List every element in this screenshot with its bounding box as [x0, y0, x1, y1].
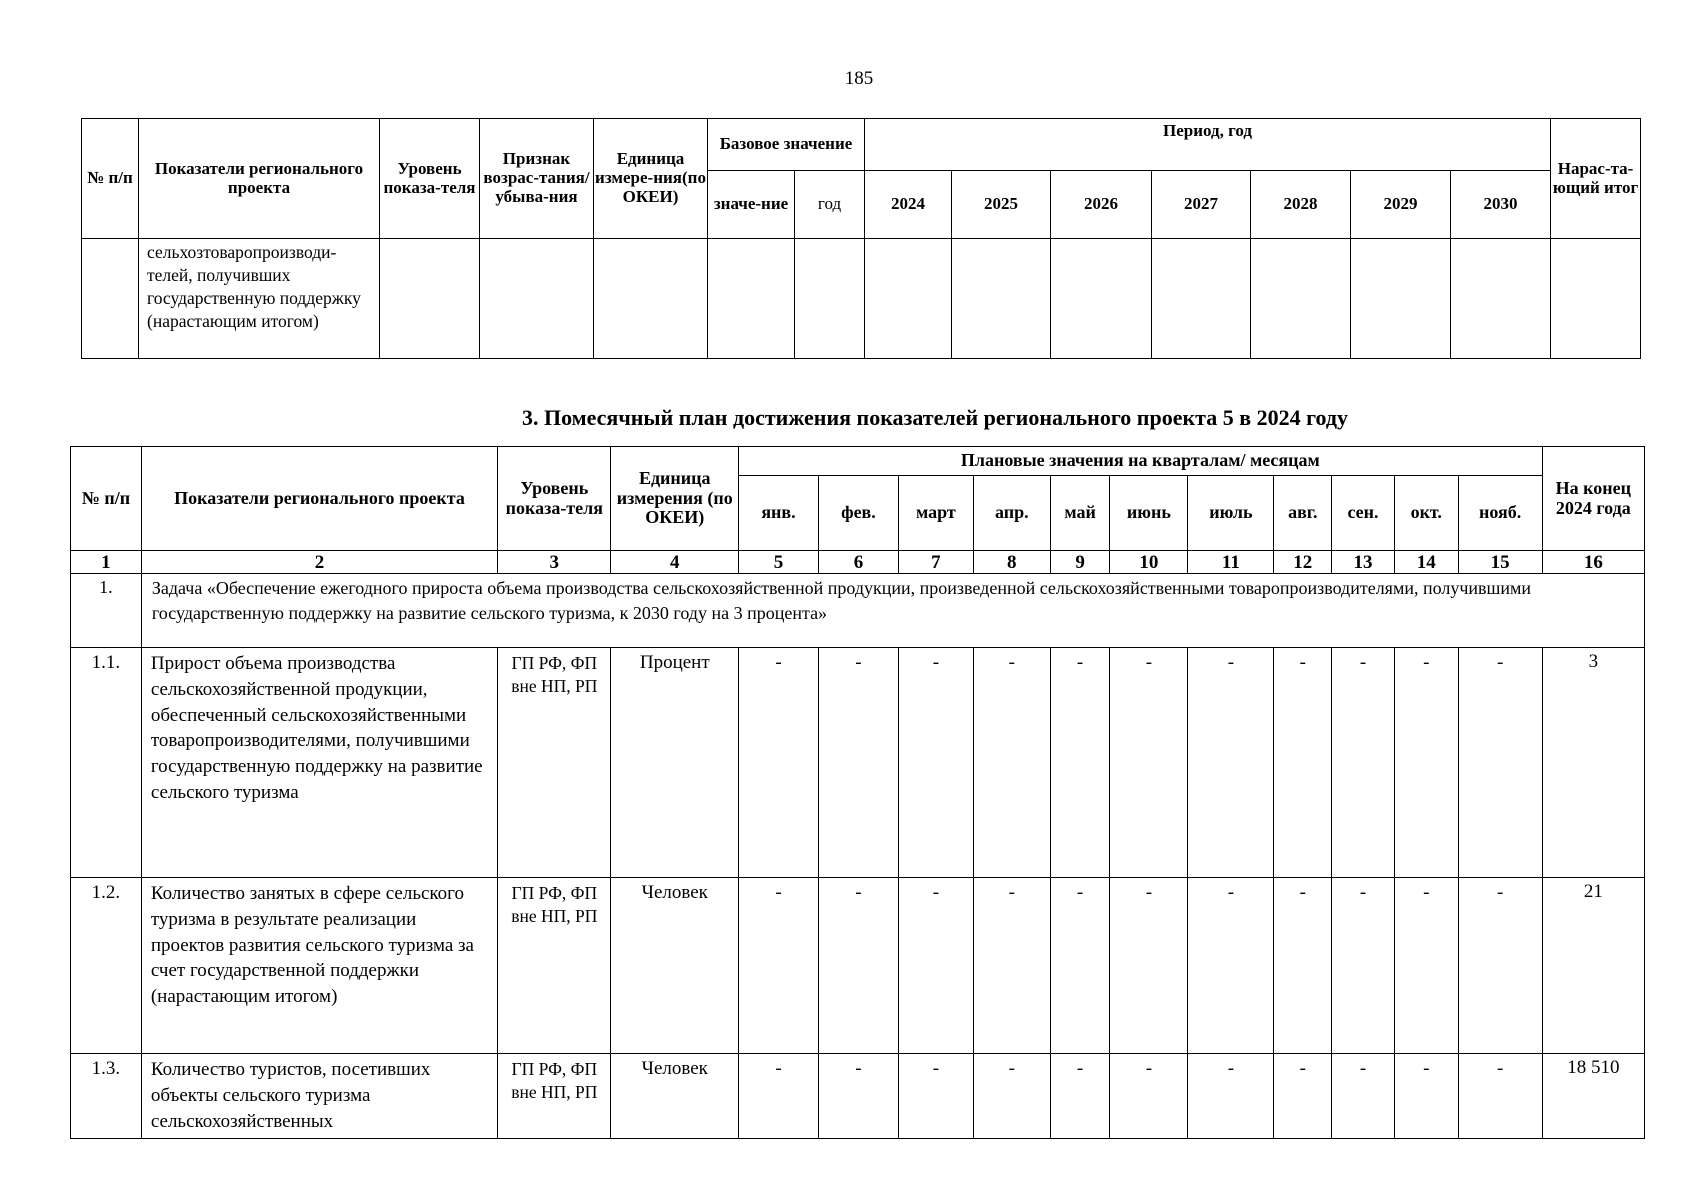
cell-empty [1551, 239, 1641, 359]
header-year: 2024 [865, 171, 952, 239]
month-value: - [1274, 648, 1332, 878]
monthly-plan-table [70, 446, 1645, 1139]
cell-empty [795, 239, 865, 359]
table-row [71, 878, 1645, 1054]
month-value: - [739, 1054, 819, 1139]
column-number: 7 [898, 551, 973, 574]
header-month: июнь [1110, 476, 1188, 551]
header-year: 2025 [952, 171, 1051, 239]
indicator-level: ГП РФ, ФП вне НП, РП [498, 1054, 611, 1139]
month-value: - [1332, 878, 1395, 1054]
cell-empty [1351, 239, 1451, 359]
month-value: - [973, 1054, 1050, 1139]
cell-empty [1251, 239, 1351, 359]
header-trend: Признак возрас-тания/ убыва-ния [480, 119, 594, 239]
cell-empty [594, 239, 708, 359]
cell-empty [708, 239, 795, 359]
task-number: 1. [71, 574, 142, 648]
column-number: 4 [611, 551, 739, 574]
month-value: - [973, 648, 1050, 878]
month-value: - [898, 648, 973, 878]
cell-empty [82, 239, 139, 359]
cell-empty [1451, 239, 1551, 359]
month-value: - [898, 1054, 973, 1139]
indicator-unit: Человек [611, 878, 739, 1054]
month-value: - [818, 648, 898, 878]
month-value: - [1274, 1054, 1332, 1139]
header-period: Период, год [865, 119, 1551, 171]
table-row [82, 239, 1641, 359]
indicator-unit: Человек [611, 1054, 739, 1139]
month-value: - [1050, 1054, 1110, 1139]
year-end-value: 21 [1542, 878, 1644, 1054]
header-month: апр. [973, 476, 1050, 551]
indicator-name: Прирост объема производства сельскохозяйственной продукции, обеспеченный сельскохозяйственными товаропроизводителями, получившими государственную поддержку на развитие сельского туризма [141, 648, 497, 878]
header-end: На конец 2024 года [1542, 447, 1644, 551]
month-value: - [818, 1054, 898, 1139]
column-number: 6 [818, 551, 898, 574]
header-level: Уровень показа-теля [498, 447, 611, 551]
column-number: 2 [141, 551, 497, 574]
header-year: 2026 [1051, 171, 1152, 239]
month-value: - [973, 878, 1050, 1054]
header-month: янв. [739, 476, 819, 551]
header-base: Базовое значение [708, 119, 865, 171]
cell-empty [952, 239, 1051, 359]
header-cumulative: Нарас-та-ющий итог [1551, 119, 1641, 239]
task-text: Задача «Обеспечение ежегодного прироста объема производства сельскохозяйственной продукции, произведенной сельскохозяйственными товаропроизводителями, получившими государственную поддержку на развитие сельского туризма, к 2030 году на 3 процента» [141, 574, 1644, 648]
header-plan: Плановые значения на кварталам/ месяцам [739, 447, 1543, 476]
column-number: 15 [1458, 551, 1542, 574]
section-title: 3. Помесячный план достижения показателей регионального проекта 5 в 2024 году [521, 405, 1349, 430]
column-numbers-row [71, 551, 1645, 574]
month-value: - [1188, 648, 1274, 878]
column-number: 1 [71, 551, 142, 574]
column-number: 11 [1188, 551, 1274, 574]
header-year: 2030 [1451, 171, 1551, 239]
month-value: - [818, 878, 898, 1054]
table-row [71, 1054, 1645, 1139]
header-level: Уровень показа-теля [380, 119, 480, 239]
row-number: 1.2. [71, 878, 142, 1054]
column-number: 10 [1110, 551, 1188, 574]
month-value: - [1458, 878, 1542, 1054]
month-value: - [1110, 648, 1188, 878]
year-end-value: 18 510 [1542, 1054, 1644, 1139]
month-value: - [1332, 1054, 1395, 1139]
column-number: 8 [973, 551, 1050, 574]
cell-empty [1051, 239, 1152, 359]
header-month: фев. [818, 476, 898, 551]
month-value: - [739, 648, 819, 878]
header-month: нояб. [1458, 476, 1542, 551]
indicator-unit: Процент [611, 648, 739, 878]
header-month: май [1050, 476, 1110, 551]
cell-empty [380, 239, 480, 359]
indicator-level: ГП РФ, ФП вне НП, РП [498, 648, 611, 878]
header-indicators: Показатели регионального проекта [139, 119, 380, 239]
month-value: - [1110, 1054, 1188, 1139]
header-year: 2027 [1152, 171, 1251, 239]
header-month: окт. [1394, 476, 1458, 551]
month-value: - [1110, 878, 1188, 1054]
column-number: 13 [1332, 551, 1395, 574]
indicators-table-continued [81, 118, 1641, 359]
month-value: - [1274, 878, 1332, 1054]
header-year: 2029 [1351, 171, 1451, 239]
column-number: 14 [1394, 551, 1458, 574]
row-number: 1.3. [71, 1054, 142, 1139]
month-value: - [1050, 878, 1110, 1054]
column-number: 5 [739, 551, 819, 574]
indicator-level: ГП РФ, ФП вне НП, РП [498, 878, 611, 1054]
header-month: сен. [1332, 476, 1395, 551]
month-value: - [1394, 1054, 1458, 1139]
header-base-value: значе-ние [708, 171, 795, 239]
row-number: 1.1. [71, 648, 142, 878]
month-value: - [1332, 648, 1395, 878]
header-unit: Единица измере-ния(по ОКЕИ) [594, 119, 708, 239]
cell-empty [865, 239, 952, 359]
header-year: 2028 [1251, 171, 1351, 239]
indicator-name: Количество туристов, посетивших объекты сельского туризма сельскохозяйственных [141, 1054, 497, 1139]
header-base-year: год [795, 171, 865, 239]
month-value: - [1050, 648, 1110, 878]
month-value: - [1458, 1054, 1542, 1139]
header-num: № п/п [71, 447, 142, 551]
header-indicators: Показатели регионального проекта [141, 447, 497, 551]
month-value: - [1188, 878, 1274, 1054]
month-value: - [739, 878, 819, 1054]
column-number: 9 [1050, 551, 1110, 574]
header-month: авг. [1274, 476, 1332, 551]
page-number: 185 [844, 68, 874, 89]
cell-empty [1152, 239, 1251, 359]
year-end-value: 3 [1542, 648, 1644, 878]
month-value: - [898, 878, 973, 1054]
header-month: март [898, 476, 973, 551]
column-number: 12 [1274, 551, 1332, 574]
header-num: № п/п [82, 119, 139, 239]
month-value: - [1394, 878, 1458, 1054]
indicator-name-continued: сельхозтоваропроизводи-телей, получивших государственную поддержку (нарастающим итогом) [139, 239, 380, 359]
month-value: - [1188, 1054, 1274, 1139]
header-unit: Единица измерения (по ОКЕИ) [611, 447, 739, 551]
header-month: июль [1188, 476, 1274, 551]
cell-empty [480, 239, 594, 359]
table-row [71, 648, 1645, 878]
column-number: 16 [1542, 551, 1644, 574]
task-row [71, 574, 1645, 648]
column-number: 3 [498, 551, 611, 574]
month-value: - [1394, 648, 1458, 878]
indicator-name: Количество занятых в сфере сельского туризма в результате реализации проектов развития сельского туризма за счет государственной поддержки (нарастающим итогом) [141, 878, 497, 1054]
month-value: - [1458, 648, 1542, 878]
